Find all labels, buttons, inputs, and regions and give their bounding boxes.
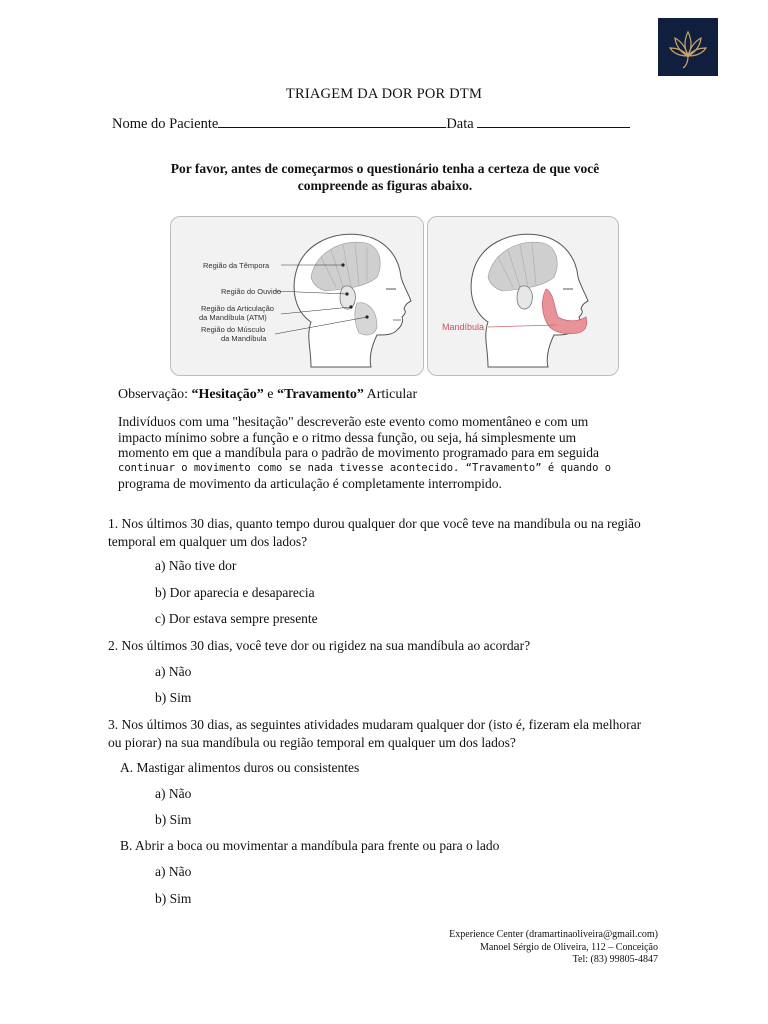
label-mandible: Mandíbula bbox=[442, 322, 485, 332]
paragraph-line: continuar o movimento como se nada tivesse acontecido. “Travamento” é quando o bbox=[118, 461, 612, 474]
footer-address: Manoel Sérgio de Oliveira, 112 – Conceição bbox=[479, 941, 658, 953]
question-2-line-1: 2. Nos últimos 30 dias, você teve dor ou rigidez na sua mandíbula ao acordar? bbox=[108, 638, 531, 653]
label-temporal-region: Região da Têmpora bbox=[203, 261, 270, 270]
patient-name-field[interactable] bbox=[218, 114, 446, 128]
footer-contact bbox=[449, 929, 658, 967]
label-tmj-region-1: Região da Articulação bbox=[201, 304, 274, 313]
question-3 bbox=[108, 716, 668, 752]
q3b-option-b[interactable]: b) Sim bbox=[155, 891, 192, 906]
date-field[interactable] bbox=[477, 114, 630, 128]
mandible-figure bbox=[427, 216, 619, 376]
label-muscle-region-2: da Mandíbula bbox=[221, 334, 267, 343]
form-title: TRIAGEM DA DOR POR DTM bbox=[285, 86, 483, 102]
paragraph-line: programa de movimento da articulação é completamente interrompido. bbox=[118, 476, 502, 491]
paragraph-line: impacto mínimo sobre a função e o ritmo dessa função, ou seja, há simplesmente um bbox=[118, 429, 577, 445]
label-tmj-region-2: da Mandíbula (ATM) bbox=[199, 313, 267, 322]
observation-and: e bbox=[263, 387, 278, 402]
question-3-line-1: 3. Nos últimos 30 dias, as seguintes atividades mudaram qualquer dor (isto é, fizeram ela melhorar bbox=[108, 717, 642, 732]
head-regions-figure bbox=[170, 216, 424, 376]
q3-subquestion-a: A. Mastigar alimentos duros ou consistentes bbox=[120, 760, 360, 775]
q3b-option-a[interactable]: a) Não bbox=[155, 864, 192, 879]
label-ear-region: Região do Ouvido bbox=[221, 287, 282, 296]
question-1-line-1: 1. Nos últimos 30 dias, quanto tempo durou qualquer dor que você teve na mandíbula ou na região bbox=[108, 516, 641, 531]
patient-info-line bbox=[112, 114, 630, 133]
observation-term-hesitation: “Hesitação” bbox=[191, 387, 264, 402]
patient-name-label: Nome do Paciente bbox=[112, 116, 219, 132]
q3a-option-b[interactable]: b) Sim bbox=[155, 812, 192, 827]
label-muscle-region-1: Região do Músculo bbox=[201, 325, 266, 334]
q3a-option-a[interactable]: a) Não bbox=[155, 786, 192, 801]
q2-option-b[interactable]: b) Sim bbox=[155, 690, 192, 705]
observation-suffix: Articular bbox=[363, 387, 418, 402]
observation-prefix: Observação: bbox=[118, 387, 192, 402]
observation-heading bbox=[118, 387, 417, 403]
intro-line-1: Por favor, antes de começarmos o questionário tenha a certeza de que você bbox=[170, 161, 600, 176]
question-1-line-2: temporal em qualquer um dos lados? bbox=[108, 534, 308, 549]
q3-subquestion-b: B. Abrir a boca ou movimentar a mandíbula para frente ou para o lado bbox=[120, 838, 500, 853]
paragraph-line: Indivíduos com uma "hesitação" descreverão este evento como momentâneo e com um bbox=[118, 414, 589, 429]
footer-email: Experience Center (dramartinaoliveira@gmail.com) bbox=[449, 929, 658, 940]
q1-option-b[interactable]: b) Dor aparecia e desaparecia bbox=[155, 585, 315, 600]
question-2 bbox=[108, 637, 668, 655]
q1-option-a[interactable]: a) Não tive dor bbox=[155, 558, 237, 573]
question-1 bbox=[108, 515, 668, 551]
clinic-logo bbox=[658, 18, 718, 76]
lotus-icon bbox=[658, 18, 718, 76]
date-label: Data bbox=[446, 116, 474, 132]
footer-phone: Tel: (83) 99805-4847 bbox=[572, 954, 658, 965]
q2-option-a[interactable]: a) Não bbox=[155, 664, 192, 679]
q1-option-c[interactable]: c) Dor estava sempre presente bbox=[155, 611, 318, 626]
observation-term-locking: “Travamento” bbox=[277, 387, 364, 402]
paragraph-line: momento em que a mandíbula para o padrão de movimento programado para em seguida bbox=[118, 445, 599, 460]
intro-text bbox=[120, 160, 650, 194]
intro-line-2: compreende as figuras abaixo. bbox=[297, 178, 473, 193]
explanation-paragraph bbox=[118, 414, 638, 492]
question-3-line-2: ou piorar) na sua mandíbula ou região temporal em qualquer um dos lados? bbox=[108, 735, 516, 750]
